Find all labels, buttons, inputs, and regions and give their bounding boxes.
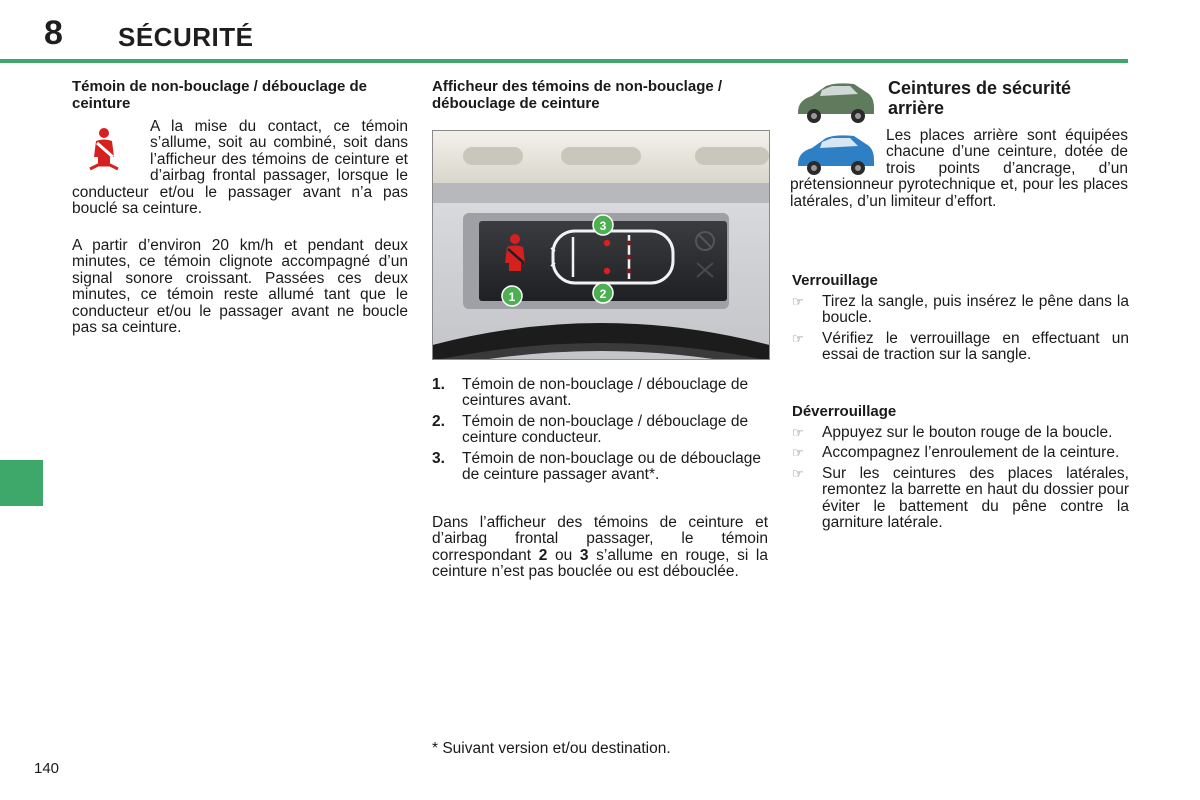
list-item — [792, 466, 1129, 532]
list-item-text: Accompagnez l’enroulement de la ceinture. — [822, 444, 1120, 462]
list-item — [792, 425, 1129, 441]
pointing-hand-icon: ☞ — [792, 425, 804, 440]
list-item-text: Témoin de non-bouclage ou de débouclage de ceinture passager avant*. — [462, 449, 762, 484]
subheading-unlocking: Déverrouillage — [792, 403, 897, 420]
section-heading-seatbelt-warning: Témoin de non-bouclage / débouclage de ceinture — [72, 78, 368, 112]
callout-label-1: 1 — [508, 290, 516, 304]
list-item-text: Sur les ceintures des places latérales, remontez la barrette en haut du dossier pour éviter le battement du pêne contre la garniture latérale. — [822, 464, 1129, 532]
list-item-text: Appuyez sur le bouton rouge de la boucle. — [822, 424, 1113, 441]
list-item-number: 3. — [432, 449, 445, 467]
paragraph-text-c: s’allume en rouge, si la ceinture n’est pas bouclée ou est débouclée. — [432, 546, 768, 581]
paragraph-rear-seatbelts-intro — [790, 128, 1128, 210]
section-heading-warning-display: Afficheur des témoins de non-bouclage / débouclage de ceinture — [432, 78, 723, 112]
callout-label-3: 3 — [599, 219, 607, 233]
list-item — [792, 445, 1129, 461]
section-title-rear-seatbelts: Ceintures de sécurité arrière — [888, 78, 1072, 118]
chapter-title: SÉCURITÉ — [118, 22, 254, 52]
page-number: 140 — [34, 760, 60, 777]
list-item — [792, 331, 1129, 364]
car-grey-icon — [792, 78, 878, 126]
unlocking-steps-list — [792, 425, 1129, 535]
float-spacer — [790, 128, 886, 176]
list-item-text: Témoin de non-bouclage / débouclage de ceintures avant. — [462, 376, 749, 410]
list-item-number: 2. — [432, 412, 445, 430]
chapter-side-tab — [0, 460, 43, 506]
callout-legend-list — [432, 377, 772, 487]
pointing-hand-icon: ☞ — [792, 445, 804, 461]
paragraph-text-a: Dans l’afficheur des témoins de ceinture et d’airbag frontal passager, le témoin correspondant — [432, 514, 768, 564]
list-item-text: Témoin de non-bouclage / débouclage de ceinture conducteur. — [462, 412, 749, 447]
list-item-text: Tirez la sangle, puis insérez le pêne dans la boucle. — [822, 293, 1129, 327]
list-item — [792, 294, 1129, 327]
paragraph-text-mid: ou — [547, 546, 580, 564]
list-item-text: Vérifiez le verrouillage en effectuant un essai de traction sur la sangle. — [822, 329, 1129, 364]
callout-label-2: 2 — [599, 287, 607, 301]
list-item — [432, 414, 772, 447]
paragraph-text: Les places arrière sont équipées chacune d’une ceinture, dotée de trois points d’ancrage, d’un prétensionneur pyrotechnique et, pour les places latérales, d’un limiteur d’effort. — [790, 127, 1128, 210]
callout-badge-3 — [593, 215, 613, 235]
chapter-number: 8 — [44, 14, 63, 52]
paragraph-seatbelt-blink: A partir d’environ 20 km/h et pendant deux minutes, ce témoin clignote accompagné d’un signal sonore croissant. Passées ces deux minutes, ce témoin reste allumé tant que le conducteur et/ou le passager avant ne boucle pas sa ceinture. — [72, 237, 408, 337]
callout-badge-2 — [593, 283, 613, 303]
paragraph-bold-2: 2 — [538, 546, 548, 564]
paragraph-bold-3: 3 — [579, 546, 589, 564]
subheading-locking: Verrouillage — [792, 272, 878, 289]
paragraph-display-explanation — [432, 515, 768, 581]
paragraph-text: A la mise du contact, ce témoin s’allume, soit au combiné, soit dans l’afficheur des témoins de ceinture et d’airbag frontal passager, lorsque le conducteur et/ou le passager avant n’a pas bouclé sa ceinture. — [72, 118, 408, 218]
seatbelt-warning-icon — [84, 125, 128, 173]
dashboard-illustration — [433, 131, 769, 359]
pointing-hand-icon: ☞ — [792, 294, 804, 309]
list-item — [432, 377, 772, 410]
callout-badge-1 — [502, 286, 522, 306]
locking-steps-list — [792, 294, 1129, 368]
list-item-number: 1. — [432, 376, 445, 393]
warning-display-illustration — [432, 130, 770, 360]
header-rule — [0, 59, 1128, 63]
list-item — [432, 451, 772, 484]
pointing-hand-icon: ☞ — [792, 330, 804, 346]
footnote: * Suivant version et/ou destination. — [432, 740, 671, 757]
pointing-hand-icon: ☞ — [792, 465, 804, 481]
paragraph-seatbelt-intro — [72, 119, 408, 217]
